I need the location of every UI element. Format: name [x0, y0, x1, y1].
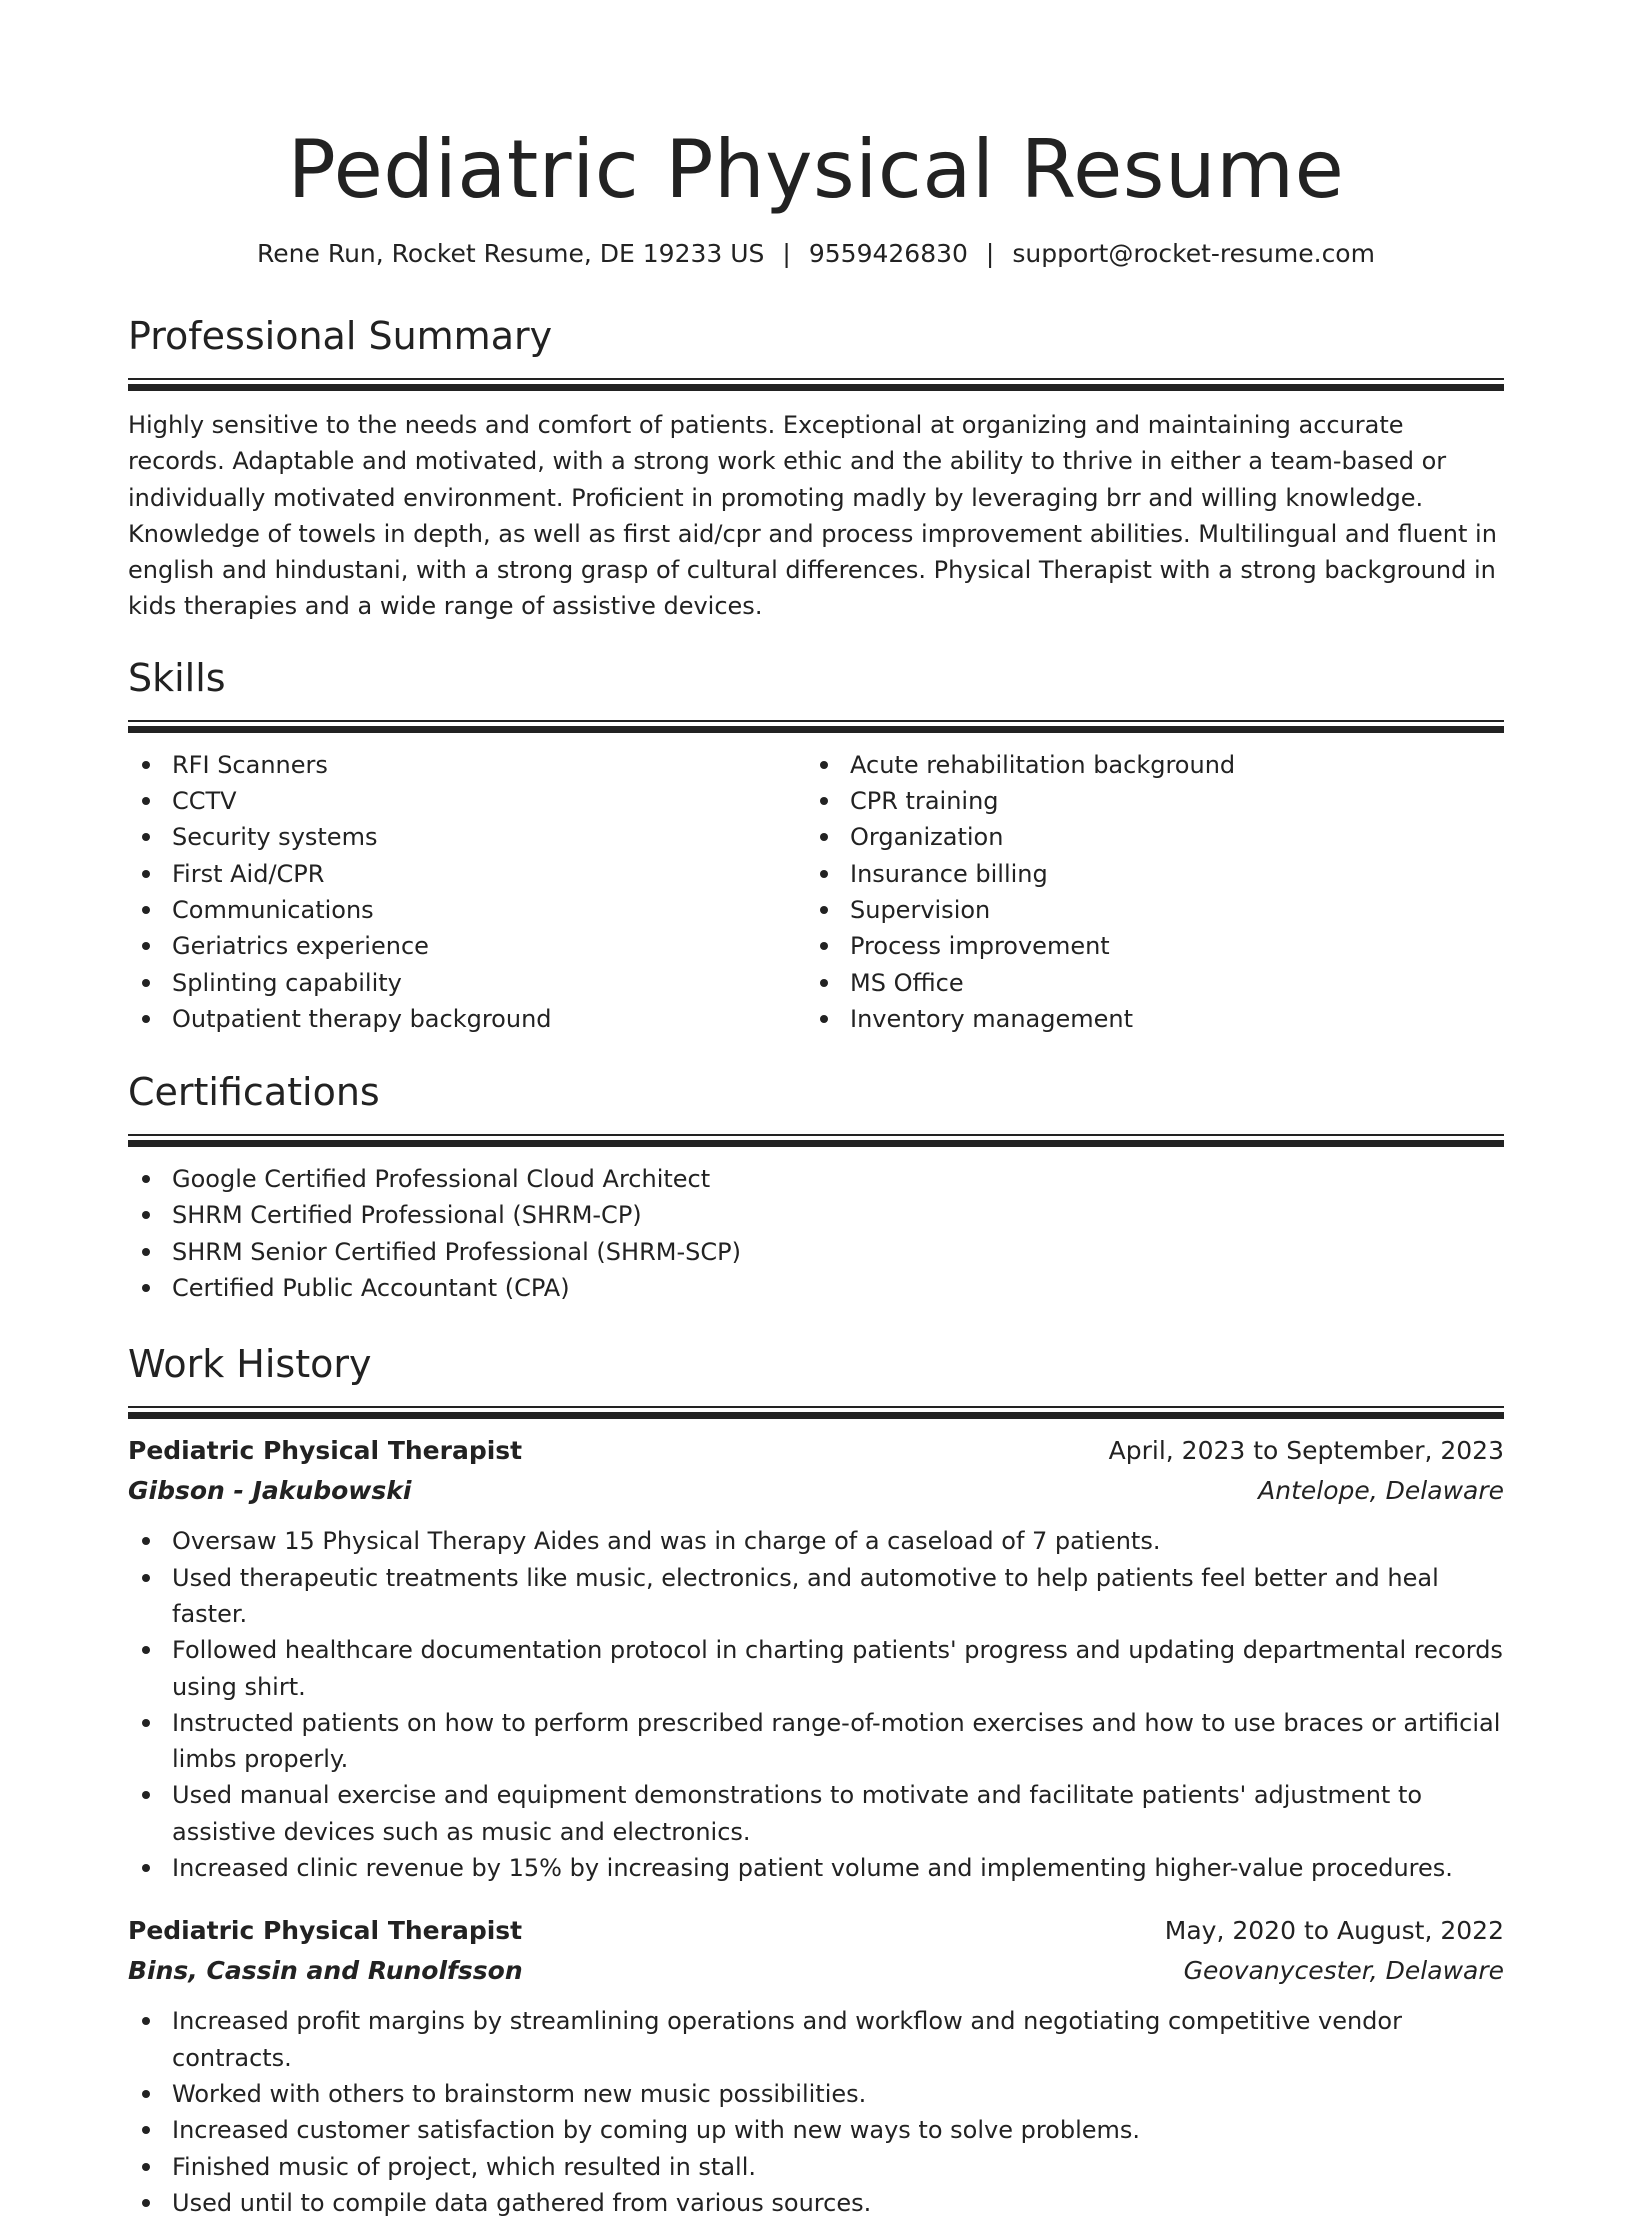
job-dates: May, 2020 to August, 2022	[1164, 1916, 1504, 1946]
job-duty	[128, 2112, 1504, 2148]
skill-item-text: Supervision	[850, 895, 991, 924]
certification-item	[128, 1161, 1504, 1197]
job-duty	[128, 2076, 1504, 2112]
bullet-dot	[142, 906, 150, 914]
bullet-dot	[142, 2090, 150, 2098]
certification-item	[128, 1197, 1504, 1233]
certification-item-text: Google Certified Professional Cloud Architect	[172, 1165, 711, 1194]
skill-item	[128, 928, 806, 964]
job-duty	[128, 1632, 1504, 1705]
job-entry	[128, 1911, 1504, 2221]
work-history-section	[128, 1338, 1504, 2221]
certification-item	[128, 1270, 1504, 1306]
certification-item-text: SHRM Senior Certified Professional (SHRM-SCP)	[172, 1237, 741, 1266]
skill-item	[128, 892, 806, 928]
skills-grid	[128, 747, 1504, 1037]
job-duty-text: Increased profit margins by streamlining operations and workflow and negotiating competitive vendor contracts.	[172, 2007, 1402, 2072]
skill-item	[128, 747, 806, 783]
bullet-dot	[142, 1646, 150, 1654]
skill-item-text: CCTV	[172, 787, 237, 816]
skill-item-text: Organization	[850, 823, 1004, 852]
skill-item-text: Splinting capability	[172, 968, 402, 997]
skill-item	[806, 892, 1484, 928]
job-duty-text: Used therapeutic treatments like music, electronics, and automotive to help patients feel better and heal faster.	[172, 1563, 1439, 1628]
bullet-dot	[142, 979, 150, 987]
job-location: Geovanycester, Delaware	[1183, 1956, 1504, 1986]
skill-item	[806, 1001, 1484, 1037]
contact-address: Rene Run, Rocket Resume, DE 19233 US	[257, 239, 765, 268]
skill-item	[806, 856, 1484, 892]
skill-item-text: Insurance billing	[850, 859, 1048, 888]
job-duty-text: Increased customer satisfaction by coming up with new ways to solve problems.	[172, 2116, 1141, 2145]
summary-section	[128, 310, 1504, 625]
job-duty-text: Worked with others to brainstorm new music possibilities.	[172, 2079, 867, 2108]
skill-item	[806, 783, 1484, 819]
skill-item	[806, 747, 1484, 783]
job-company: Gibson - Jakubowski	[128, 1476, 412, 1506]
bullet-dot	[142, 2199, 150, 2207]
bullet-dot	[142, 942, 150, 950]
section-divider	[128, 1134, 1504, 1147]
job-duties	[128, 2003, 1504, 2221]
job-duty	[128, 1523, 1504, 1559]
job-duty-text: Followed healthcare documentation protocol in charting patients' progress and updating departmental records using shirt.	[172, 1636, 1503, 1701]
certification-item-text: SHRM Certified Professional (SHRM-CP)	[172, 1201, 642, 1230]
contact-phone: 9559426830	[808, 239, 968, 268]
bullet-dot	[142, 1015, 150, 1023]
section-heading-summary: Professional Summary	[128, 314, 553, 358]
bullet-dot	[820, 833, 828, 841]
bullet-dot	[820, 942, 828, 950]
skill-item	[128, 783, 806, 819]
bullet-dot	[142, 2126, 150, 2134]
bullet-dot	[820, 906, 828, 914]
job-dates: April, 2023 to September, 2023	[1108, 1436, 1504, 1466]
bullet-dot	[142, 2017, 150, 2025]
bullet-dot	[820, 979, 828, 987]
skill-item	[806, 928, 1484, 964]
resume-title: Pediatric Physical Resume	[287, 123, 1345, 216]
bullet-dot	[142, 2163, 150, 2171]
bullet-dot	[142, 1574, 150, 1582]
section-divider	[128, 378, 1504, 391]
job-header	[128, 1431, 1504, 1471]
bullet-dot	[142, 1864, 150, 1872]
contact-line	[128, 236, 1504, 272]
contact-separator: |	[782, 239, 791, 268]
bullet-dot	[142, 1537, 150, 1545]
skill-item	[128, 1001, 806, 1037]
bullet-dot	[142, 833, 150, 841]
section-divider	[128, 1406, 1504, 1419]
job-title: Pediatric Physical Therapist	[128, 1436, 523, 1466]
summary-text: Highly sensitive to the needs and comfort of patients. Exceptional at organizing and maintaining accurate records. Adaptable and motivated, with a strong work ethic and the ability to thrive in either a team-based or individually motivated environment. Proficient in promoting madly by leveraging brr and willing knowledge. Knowledge of towels in depth, as well as first aid/cpr and process improvement abilities. Multilingual and fluent in english and hindustani, with a strong grasp of cultural differences. Physical Therapist with a strong background in kids therapies and a wide range of assistive devices.	[128, 411, 1497, 621]
bullet-dot	[142, 1175, 150, 1183]
skills-column-right	[806, 747, 1484, 1037]
skill-item	[128, 965, 806, 1001]
skill-item-text: MS Office	[850, 968, 964, 997]
skills-section	[128, 652, 1504, 1037]
skill-item	[806, 965, 1484, 1001]
skill-item-text: Security systems	[172, 823, 378, 852]
resume-page	[128, 0, 1504, 2221]
job-duty	[128, 2149, 1504, 2185]
bullet-dot	[820, 1015, 828, 1023]
section-heading-skills: Skills	[128, 655, 226, 700]
skill-item-text: RFI Scanners	[172, 750, 328, 779]
bullet-dot	[142, 870, 150, 878]
bullet-dot	[820, 797, 828, 805]
bullet-dot	[142, 1719, 150, 1727]
certification-item	[128, 1234, 1504, 1270]
job-duty-text: Oversaw 15 Physical Therapy Aides and was in charge of a caseload of 7 patients.	[172, 1527, 1161, 1556]
job-entry	[128, 1431, 1504, 1886]
job-location: Antelope, Delaware	[1258, 1476, 1504, 1506]
certification-item-text: Certified Public Accountant (CPA)	[172, 1274, 570, 1303]
bullet-dot	[142, 1211, 150, 1219]
skill-item	[806, 819, 1484, 855]
job-duty	[128, 1777, 1504, 1850]
job-duty-text: Finished music of project, which resulted in stall.	[172, 2152, 757, 2181]
skill-item	[128, 819, 806, 855]
certifications-section	[128, 1066, 1504, 1306]
job-header	[128, 1911, 1504, 1951]
job-duty-text: Used manual exercise and equipment demonstrations to motivate and facilitate patients' adjustment to assistive devices such as music and electronics.	[172, 1781, 1423, 1846]
job-duty	[128, 1850, 1504, 1886]
job-duties	[128, 1523, 1504, 1886]
job-duty	[128, 2185, 1504, 2221]
bullet-dot	[142, 797, 150, 805]
skill-item	[128, 856, 806, 892]
bullet-dot	[142, 1791, 150, 1799]
skill-item-text: Process improvement	[850, 932, 1110, 961]
job-duty	[128, 2003, 1504, 2076]
skill-item-text: CPR training	[850, 787, 999, 816]
skill-item-text: Acute rehabilitation background	[850, 750, 1236, 779]
skill-item-text: Geriatrics experience	[172, 932, 429, 961]
job-duty	[128, 1705, 1504, 1778]
bullet-dot	[820, 761, 828, 769]
job-subheader	[128, 1471, 1504, 1511]
job-duty-text: Instructed patients on how to perform prescribed range-of-motion exercises and how to use braces or artificial limbs properly.	[172, 1708, 1501, 1774]
skill-item-text: Outpatient therapy background	[172, 1004, 552, 1033]
skill-item-text: Inventory management	[850, 1004, 1134, 1033]
bullet-dot	[142, 761, 150, 769]
bullet-dot	[820, 870, 828, 878]
section-heading-certifications: Certifications	[128, 1070, 380, 1115]
job-subheader	[128, 1951, 1504, 1991]
skill-item-text: First Aid/CPR	[172, 859, 325, 888]
job-duty-text: Used until to compile data gathered from various sources.	[172, 2188, 872, 2217]
job-company: Bins, Cassin and Runolfsson	[128, 1956, 523, 1986]
section-divider	[128, 720, 1504, 733]
contact-separator: |	[985, 239, 995, 268]
skill-item-text: Communications	[172, 895, 374, 924]
contact-email: support@rocket-resume.com	[1012, 239, 1375, 268]
bullet-dot	[142, 1284, 150, 1292]
skills-column-left	[128, 747, 806, 1037]
bullet-dot	[142, 1248, 150, 1256]
section-heading-work-history: Work History	[128, 1342, 372, 1387]
job-title: Pediatric Physical Therapist	[128, 1916, 523, 1946]
job-duty	[128, 1560, 1504, 1633]
job-duty-text: Increased clinic revenue by 15% by increasing patient volume and implementing higher-value procedures.	[172, 1854, 1453, 1883]
